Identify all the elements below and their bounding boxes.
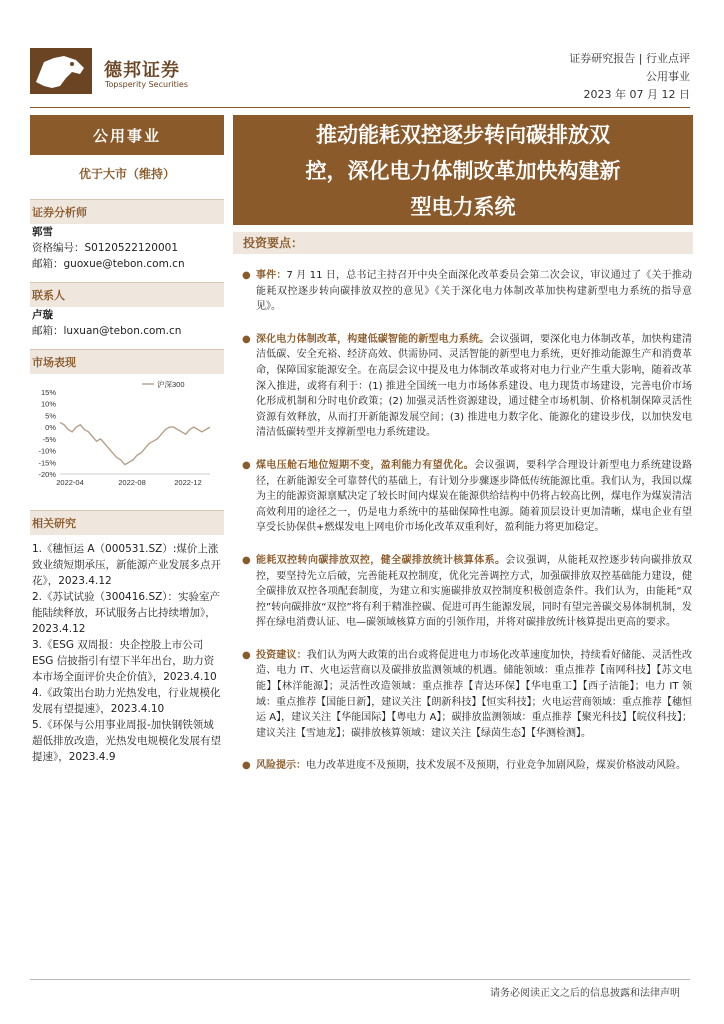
analyst-name: 郭雪 bbox=[32, 226, 53, 238]
bullet-icon: ● bbox=[242, 554, 251, 566]
bear-logo-icon bbox=[30, 48, 92, 94]
y-tick-label: -5% bbox=[42, 434, 56, 444]
analyst-cert: 资格编号：S0120522120001 bbox=[32, 242, 179, 254]
market-chart bbox=[30, 378, 224, 496]
invest-heading: 投资要点： bbox=[233, 232, 693, 254]
y-tick-label: 10% bbox=[40, 399, 56, 409]
y-tick-label: -15% bbox=[38, 458, 56, 468]
research-section-title: 相关研究 bbox=[30, 510, 224, 535]
report-industry: 公用事业 bbox=[646, 70, 690, 83]
point-heading: 煤电压舱石地位短期不变，盈利能力有望优化。 bbox=[256, 459, 475, 471]
research-item[interactable]: 3.《ESG 双周报：央企控股上市公司 ESG 信披指引有望下半年出台，助力资本市场全面评价央企价值》，2023.4.10 bbox=[32, 639, 217, 683]
header-divider bbox=[30, 107, 690, 108]
bullet-icon: ● bbox=[242, 333, 251, 345]
contact-name: 卢璇 bbox=[32, 309, 53, 321]
point-heading: 风险提示： bbox=[256, 760, 306, 772]
brand-name-en: Topsperity Securities bbox=[105, 80, 189, 89]
point-heading: 能耗双控转向碳排放双控，健全碳排放统计核算体系。 bbox=[256, 554, 506, 566]
point-heading: 投资建议： bbox=[256, 649, 307, 661]
analyst-info bbox=[30, 224, 224, 272]
report-title bbox=[233, 115, 693, 225]
bullet-icon: ● bbox=[242, 760, 251, 772]
y-tick-label: 15% bbox=[40, 388, 56, 397]
point-body: 我们认为两大政策的出台或将促进电力市场化改革速度加快，持续看好储能、灵活性改造、电力 IT、火电运营商以及碳排放监测领域的机遇。储能领域：重点推荐【南网科技】【苏文电能】【林洋能源】；灵活性改造领域：重点推荐【青达环保】【华电重工】【西子洁能】；电力 IT 领域：重点推荐【国能日新】，建议关注【朗新科技】【恒实科技】；火电运营商领域：重点推荐【穗恒运 A】，建议关注【华能国际】【粤电力 A】；碳排放监测领域：重点推荐【聚光科技】【皖仪科技】；建议关注【雪迪龙】；碳排放核算领域：建议关注【绿茵生态】【华测检测】。 bbox=[256, 649, 693, 739]
research-item[interactable]: 1.《穗恒运 A（000531.SZ）:煤价上涨致业绩短期承压，新能源产业发展多点开花》，2023.4.12 bbox=[32, 543, 221, 587]
y-tick-label: 0% bbox=[45, 423, 56, 433]
key-point bbox=[240, 648, 692, 742]
point-body: 会议强调，要深化电力体制改革，加快构建清洁低碳、安全充裕、经济高效、供需协同、灵活智能的新型电力系统，更好推动能源生产和消费革命，保障国家能源安全。在高层会议中提及电力体制改革或将对电力行业产生重大影响，随着改革深入推进，或将有利于：(1) 推进全国统一电力市场体系建设、电力现货市场建设，完善电价市场化形成机制和分时电价政策；(2) 加强灵活性资源建设，通过健全市场机制、价格机制保障灵活性资源有效释放，从而打开新能源发展空间；(3) 推进电力数字化、能源化的建设步伐，以加快发电清洁低碳转型并支撑新型电力系统建设。 bbox=[256, 333, 693, 439]
research-item[interactable]: 5.《环保与公用事业周报-加快钢铁领域超低排放改造，光热发电规模化发展有望提速》，2023.4.9 bbox=[32, 719, 221, 763]
title-line: 推动能耗双控逐步转向碳排放双 bbox=[316, 123, 610, 147]
y-tick-label: -10% bbox=[38, 446, 56, 456]
report-date: 2023 年 07 月 12 日 bbox=[583, 88, 690, 101]
rating-label: 优于大市（维持） bbox=[78, 167, 175, 181]
market-section-title: 市场表现 bbox=[30, 349, 224, 374]
research-item[interactable]: 4.《政策出台助力光热发电，行业规模化发展有望提速》，2023.4.10 bbox=[32, 687, 221, 715]
contact-section-title: 联系人 bbox=[30, 282, 224, 307]
series-line bbox=[60, 423, 210, 465]
point-body: 电力改革进度不及预期，技术发展不及预期，行业竞争加剧风险，煤炭价格波动风险。 bbox=[306, 760, 686, 772]
contact-info bbox=[30, 307, 224, 339]
key-points bbox=[240, 268, 692, 791]
point-body: 7 月 11 日，总书记主持召开中央全面深化改革委员会第二次会议，审议通过了《关于推动能耗双控逐步转向碳排放双控的意见》《关于深化电力体制改革加快构建新型电力系统的指导意见》。 bbox=[256, 270, 693, 313]
x-tick-label: 2022-12 bbox=[174, 478, 202, 487]
sector-label: 公用事业 bbox=[30, 115, 224, 155]
sidebar bbox=[30, 115, 224, 765]
key-point bbox=[240, 332, 692, 441]
key-point bbox=[240, 268, 692, 315]
brand-name: 德邦证券 bbox=[104, 60, 180, 81]
analyst-email[interactable]: 邮箱：guoxue@tebon.com.cn bbox=[32, 258, 185, 270]
y-tick-label: 5% bbox=[45, 411, 56, 421]
report-type: 证券研究报告 | 行业点评 bbox=[569, 52, 690, 65]
research-item[interactable]: 2.《苏试试验（300416.SZ）：实验室产能陆续释放，环试服务占比持续增加》，2023.4.12 bbox=[32, 591, 221, 635]
legend-label: 沪深300 bbox=[157, 380, 185, 389]
contact-email[interactable]: 邮箱：luxuan@tebon.com.cn bbox=[32, 325, 182, 337]
analyst-section-title: 证券分析师 bbox=[30, 199, 224, 224]
footer-divider bbox=[30, 979, 690, 980]
point-body: 会议强调，从能耗双控逐步转向碳排放双控，要坚持先立后破，完善能耗双控制度，优化完善调控方式，加强碳排放双控基础能力建设，健全碳排放双控各项配套制度，为建立和实施碳排放双控制度积极创造条件。我们认为，由能耗“双控”转向碳排放“双控”将有利于精准控碳、促进可再生能源发展，同时有望完善碳交易体制机制，发挥在绿电消费认证、电—碳领域核算方面的引领作用，并将对碳排放统计核算提出更高的要求。 bbox=[256, 554, 693, 629]
footer-disclaimer: 请务必阅读正文之后的信息披露和法律声明 bbox=[490, 988, 680, 999]
key-point bbox=[240, 758, 692, 774]
title-line: 控，深化电力体制改革加快构建新 bbox=[305, 159, 621, 183]
point-heading: 事件： bbox=[256, 270, 287, 281]
point-body: 会议强调，要科学合理设计新型电力系统建设路径，在新能源安全可靠替代的基础上，有计划分步骤逐步降低传统能源比重。我们认为，我国以煤为主的能源资源禀赋决定了较长时间内煤炭在能源供给结构中仍将占较高比例，煤电作为煤炭清洁高效利用的途径之一，仍是电力系统中的基础保障性电源。随着顶层设计更加清晰，煤电企业有望享受长协保供+燃煤发电上网电价市场化改革双重利好，盈利能力将更加稳定。 bbox=[256, 459, 693, 534]
bullet-icon: ● bbox=[242, 649, 251, 661]
research-list bbox=[30, 541, 224, 765]
point-heading: 深化电力体制改革，构建低碳智能的新型电力系统。 bbox=[256, 333, 490, 345]
y-tick-label: -20% bbox=[38, 470, 56, 479]
bullet-icon: ● bbox=[242, 270, 251, 281]
key-point bbox=[240, 458, 692, 536]
key-point bbox=[240, 553, 692, 631]
title-line: 型电力系统 bbox=[410, 195, 516, 219]
header-meta bbox=[569, 50, 690, 104]
x-tick-label: 2022-04 bbox=[56, 478, 84, 487]
x-tick-label: 2022-08 bbox=[118, 478, 146, 487]
bullet-icon: ● bbox=[242, 459, 251, 471]
